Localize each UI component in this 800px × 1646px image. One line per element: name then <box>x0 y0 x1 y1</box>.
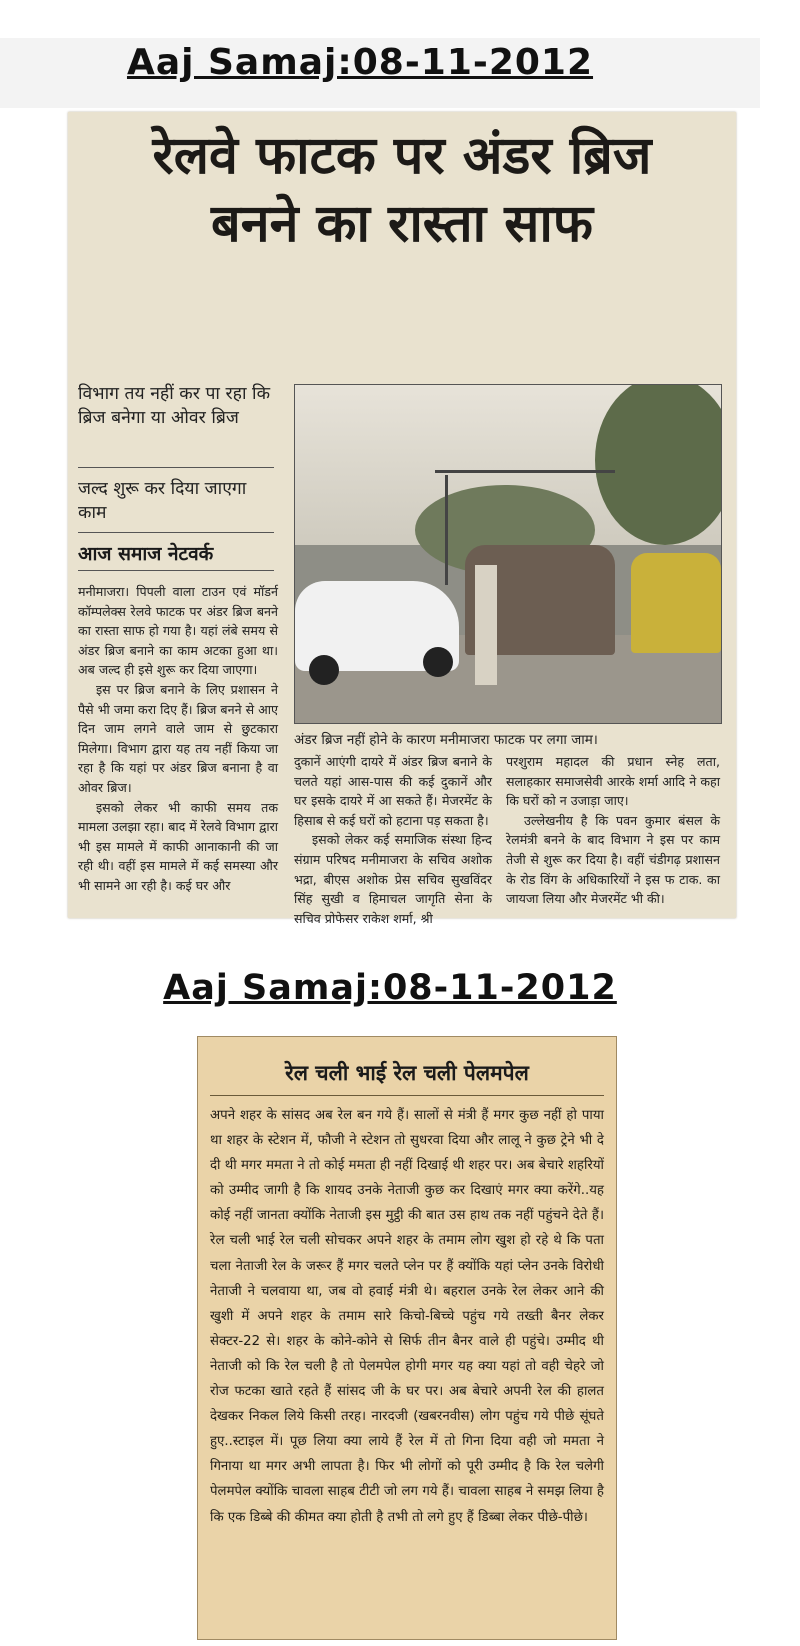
photo-wheel <box>423 647 453 677</box>
article-column-3 <box>506 752 720 909</box>
news-clipping-2 <box>197 1036 617 1640</box>
headline-line-1: रेलवे फाटक पर अंडर ब्रिज <box>152 125 652 186</box>
title-underline <box>210 1095 604 1096</box>
page-header-second: Aaj Samaj:08-11-2012 <box>163 968 617 1008</box>
headline-line-2: बनने का रास्ता साफ <box>211 193 593 254</box>
news-photo-traffic-jam <box>294 384 722 724</box>
photo-wheel <box>309 655 339 685</box>
divider <box>78 532 274 533</box>
paragraph: उल्लेखनीय है कि पवन कुमार बंसल के रेलमंत्री बनने के बाद विभाग ने इस पर काम तेजी से शुरू कर दिया है। वहीं चंडीगढ़ प्रशासन के रोड विंग के अधिकारियों ने इस फ टाक. का जायजा लिया और मेजरमेंट भी की। <box>506 812 720 907</box>
photo-signal-pole <box>445 475 448 585</box>
divider <box>78 570 274 571</box>
clipping2-title: रेल चली भाई रेल चली पेलमपेल <box>285 1060 529 1085</box>
page-header-top: Aaj Samaj:08-11-2012 <box>0 38 760 108</box>
photo-autorickshaw <box>631 553 721 653</box>
paragraph: इसको लेकर भी काफी समय तक मामला उलझा रहा। बाद में रेलवे विभाग द्वारा भी इस मामले में काफी आनाकानी की जा रही थी। वहीं इस मामले में कई समस्या और भी सामने आ रही है। कई घर और <box>78 799 278 893</box>
photo-barrier <box>435 470 615 473</box>
article-column-1 <box>78 582 278 896</box>
clipping2-body: अपने शहर के सांसद अब रेल बन गये हैं। सालों से मंत्री हैं मगर कुछ नहीं हो पाया था शहर के स्टेशन में, फौजी ने स्टेशन तो सुधरवा दिया और लालू ने कुछ ट्रेने भी दे दी थी मगर ममता ने तो कोई ममता ही नहीं दिखाई थी शहर पर। अब बेचारे शहरियों को उम्मीद जागी है कि शायद उनके नेताजी कुछ कर दिखाएं मगर क्या करेंगे..यह कोई नहीं जानता क्योंकि नेताजी इस मुट्ठी की बात उस हाथ तक नहीं पहुंचने देते हैं। रेल चली भाई रेल चली सोचकर अपने शहर के तमाम लोग खुश हो रहे थे कि पता चला नेताजी रेल के जरूर हैं मगर चलते प्लेन पर हैं क्योंकि यहां प्लेन उनके विरोधी नेताजी ने चलवाया था, जब वो हवाई मंत्री थे। बहराल उनके रेल लेकर आने की खुशी में अपने शहर के तमाम सारे किचो-बिच्चे पहुंच गये तख्ती बैनर लेकर सेक्टर-22 से। शहर के कोने-कोने से सिर्फ तीन बैनर वाले ही पहुंचे। उम्मीद थी नेताजी को कि रेल चली है तो पेलमपेल होगी मगर यह क्या यहां तो वही चेहरे जो रोज फटका खाते रहते हैं सांसद जी के घर पर। अब बेचारे अपनी रेल की हालत देखकर निकल लिये किसी तरह। नारदजी (खबरनवीस) लोग पहुंच गये पीछे सूंघते हुए..स्टाइल में। पूछ लिया क्या लाये हैं रेल में तो गिना दिया वही जो ममता ने गिनाया था मगर अभी लापता है। फिर भी लोगों को पूरी उम्मीद है कि रेल चलेगी पेलमपेल क्योंकि चावला साहब टीटी जो लग गये हैं। चावला साहब ने समझ लिया है कि एक डिब्बे की कीमत क्या होती है तभी तो लगे हुए हैं डिब्बा लेकर पीछे-पीछे। <box>210 1108 604 1525</box>
photo-caption: अंडर ब्रिज नहीं होने के कारण मनीमाजरा फाटक पर लगा जाम। <box>294 732 598 748</box>
paragraph: मनीमाजरा। पिपली वाला टाउन एवं मॉडर्न कॉम्पलेक्स रेलवे फाटक पर अंडर ब्रिज बनने का रास्ता साफ हो गया है। यहां लंबे समय से अंडर ब्रिज बनाने का काम अटका हुआ था। अब जल्द ही इसे शुरू कर दिया जाएगा। <box>78 584 278 678</box>
byline: आज समाज नेटवर्क <box>78 543 214 565</box>
photo-person <box>475 565 497 685</box>
paragraph: इसको लेकर कई समाजिक संस्था हिन्द संग्राम परिषद मनीमाजरा के सचिव अशोक भद्रा, बीएस अशोक प्रेस सचिव सुखविंदर सिंह सुखी व हिमाचल जागृति सेना के सचिव प्रोफेसर राकेश शर्मा, श्री <box>294 832 492 926</box>
news-clipping-1 <box>68 112 736 926</box>
subheading-2: जल्द शुरू कर दिया जाएगा काम <box>78 479 247 523</box>
subheading-1: विभाग तय नहीं कर पा रहा कि ब्रिज बनेगा या ओवर ब्रिज <box>78 384 271 428</box>
divider <box>78 467 274 468</box>
paragraph: इस पर ब्रिज बनाने के लिए प्रशासन ने पैसे भी जमा करा दिए हैं। ब्रिज बनने से आए दिन जाम लगने वाले जाम से छुटकारा मिलेगा। विभाग द्वारा यह तय नहीं किया जा रहा है कि यहां पर अंडर ब्रिज बनाना है वा ओवर ब्रिज। <box>78 681 278 795</box>
clipping1-headline <box>68 122 736 258</box>
paragraph: परशुराम महादल की प्रधान स्नेह लता, सलाहकार समाजसेवी आरके शर्मा आदि ने कहा कि घरों को न उजाड़ा जाए। <box>506 754 720 809</box>
paragraph: दुकानें आएंगी दायरे में अंडर ब्रिज बनाने के चलते यहां आस-पास की कई दुकानें और घर इसके दायरे में आ सकते हैं। मेजरमेंट के हिसाब से कई घरों को हटाना पड़ सकता है। <box>294 754 492 828</box>
article-column-2 <box>294 752 492 928</box>
